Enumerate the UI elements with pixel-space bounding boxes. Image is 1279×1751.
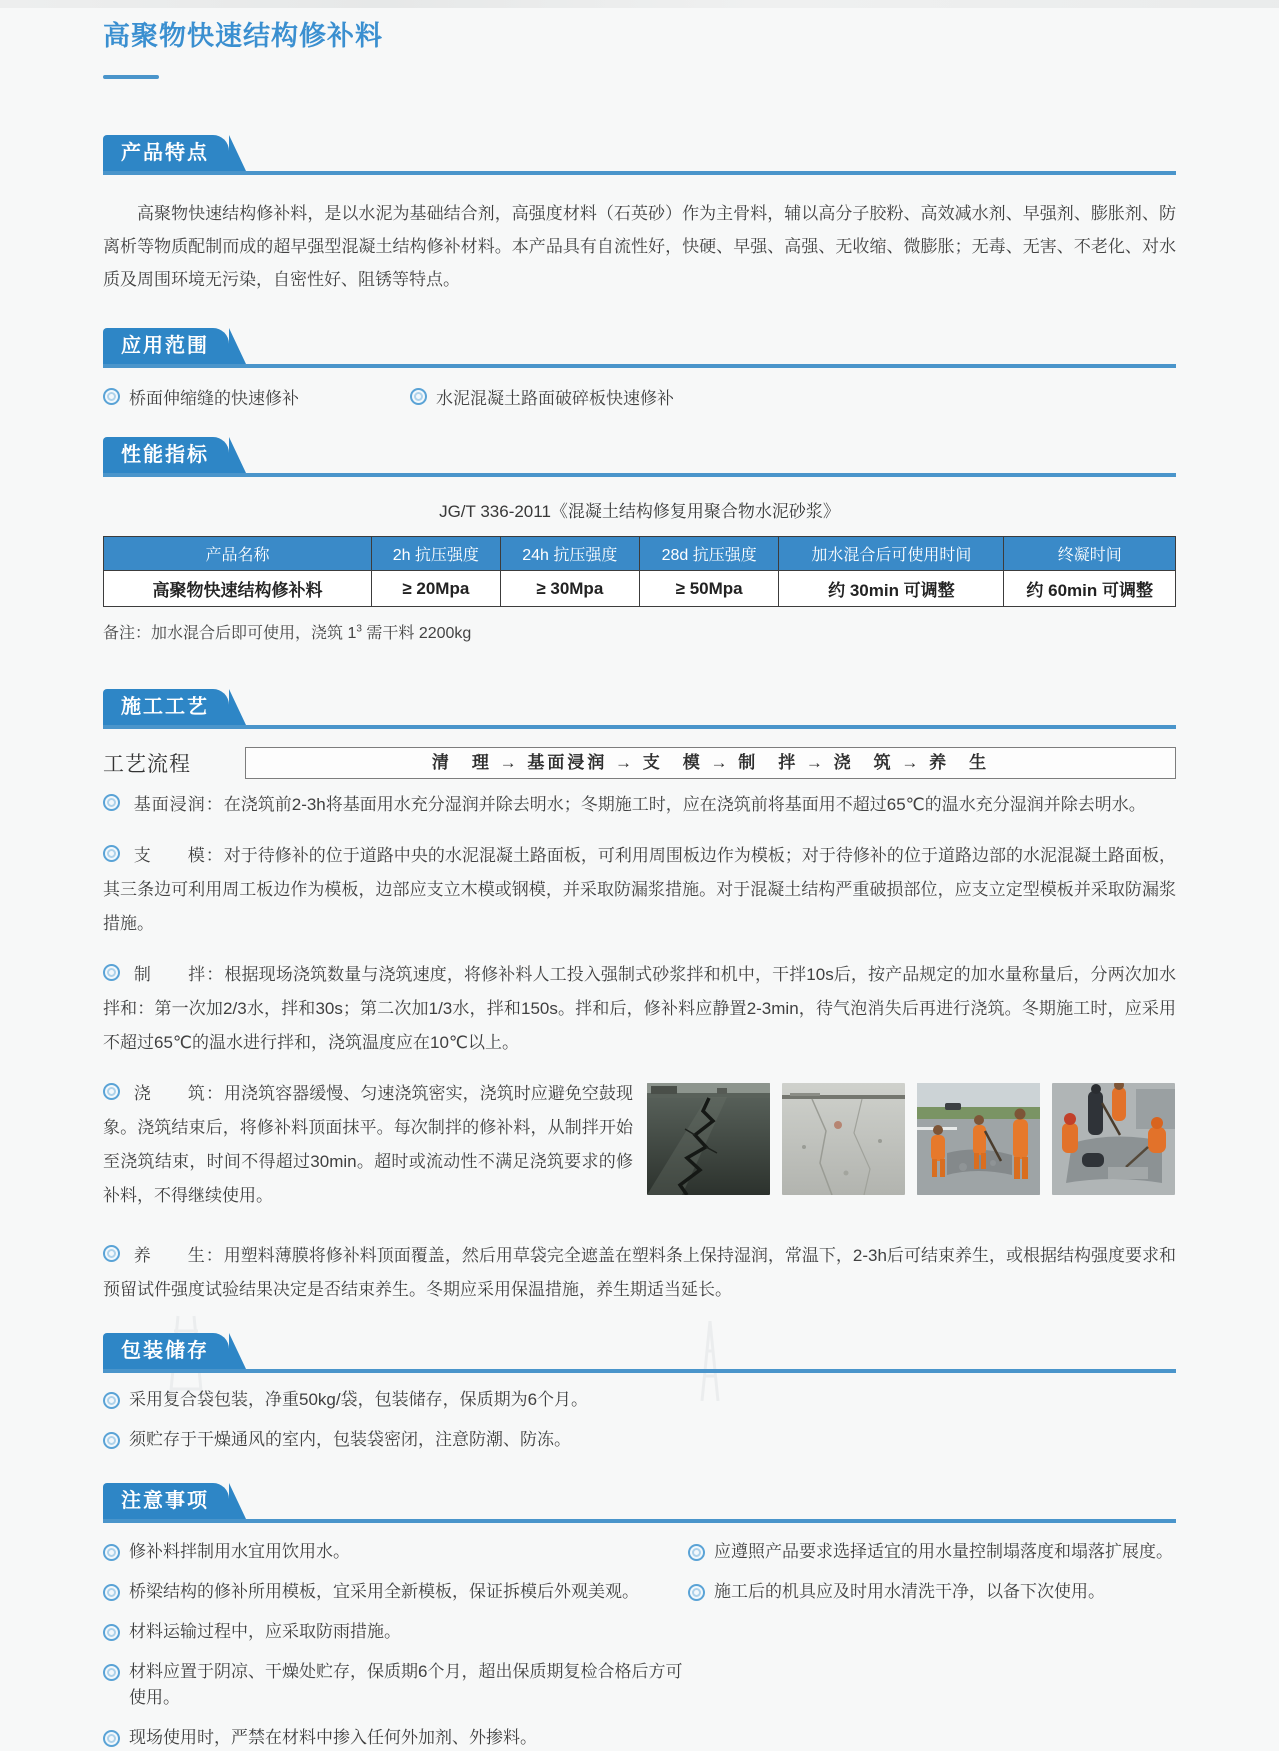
step-text: 用塑料薄膜将修补料顶面覆盖，然后用草袋完全遮盖在塑料条上保持湿润，常温下，2-3h后可结束养生，或根据结构强度要求和预留试件强度试验结果决定是否结束养生。冬期应采用保温措施，养生期适当延长。 (103, 1246, 1176, 1299)
bullet-ring-icon (103, 845, 120, 862)
bullet-ring-icon (410, 388, 427, 405)
bullet-ring-icon (103, 1584, 120, 1601)
list-item (103, 1619, 688, 1645)
note-item-label: 施工后的机具应及时用水清洗干净，以备下次使用。 (714, 1582, 1105, 1601)
section-header-performance (103, 437, 1176, 477)
bullet-ring-icon (103, 1664, 120, 1681)
packaging-item-label: 须贮存于干燥通风的室内，包装袋密闭，注意防潮、防冻。 (129, 1430, 571, 1449)
table-cell: ≥ 30Mpa (500, 571, 639, 607)
flow-label: 工艺流程 (103, 753, 191, 776)
table-cell: 高聚物快速结构修补料 (104, 571, 372, 607)
note-item-label: 桥梁结构的修补所用模板，宜采用全新模板，保证拆模后外观美观。 (129, 1582, 639, 1601)
table-header-cell: 2h 抗压强度 (372, 537, 501, 571)
packaging-item-label: 采用复合袋包装，净重50kg/袋，包装储存，保质期为6个月。 (129, 1390, 589, 1409)
list-item (410, 384, 674, 409)
section-tab-features: 产品特点 (103, 135, 229, 171)
list-item (103, 384, 410, 409)
step-paragraph (103, 788, 1176, 822)
list-item (103, 1539, 688, 1565)
table-header-cell: 产品名称 (104, 537, 372, 571)
step-paragraph (103, 1077, 633, 1213)
table-header-cell: 24h 抗压强度 (500, 537, 639, 571)
process-flow (103, 747, 1176, 779)
step-paragraph (103, 1239, 1176, 1307)
bullet-ring-icon (103, 1624, 120, 1641)
cracked-asphalt-pavement-photo (647, 1083, 770, 1195)
list-item (103, 1387, 1176, 1413)
page-title: 高聚物快速结构修补料 (103, 21, 383, 51)
list-item (688, 1539, 1176, 1565)
table-note (103, 620, 1176, 643)
notes-left-column (103, 1525, 688, 1751)
section-header-features (103, 135, 1176, 175)
step-label: 基面浸润： (133, 795, 224, 814)
table-header-cell: 28d 抗压强度 (639, 537, 778, 571)
step-label: 支 模： (133, 846, 224, 865)
pour-step-with-photos (103, 1077, 1176, 1230)
note-text: 备注：加水混合后即可使用，浇筑 1 (103, 625, 357, 642)
bullet-ring-icon (103, 1245, 120, 1262)
section-tab-construction: 施工工艺 (103, 689, 229, 725)
bullet-ring-icon (103, 794, 120, 811)
flow-sequence: 清 理 → 基面浸润 → 支 模 → 制 拌 → 浇 筑 → 养 生 (245, 747, 1176, 779)
bullet-ring-icon (103, 1432, 120, 1449)
step-text: 在浇筑前2-3h将基面用水充分湿润并除去明水；冬期施工时，应在浇筑前将基面用不超过65℃的温水充分湿润并除去明水。 (223, 795, 1146, 814)
performance-table (103, 536, 1176, 607)
section-header-application (103, 328, 1176, 368)
table-cell: 约 60min 可调整 (1004, 571, 1176, 607)
list-item (103, 1427, 1176, 1453)
note-item-label: 修补料拌制用水宜用饮用水。 (129, 1542, 350, 1561)
list-item (103, 1579, 688, 1605)
bullet-ring-icon (103, 964, 120, 981)
list-item (688, 1579, 1176, 1605)
page (103, 0, 1176, 1751)
step-label: 制 拌： (133, 965, 225, 984)
construction-photo-strip (647, 1083, 1176, 1230)
application-item-label: 水泥混凝土路面破碎板快速修补 (436, 389, 674, 408)
bullet-ring-icon (103, 1544, 120, 1561)
section-header-notes (103, 1483, 1176, 1523)
table-cell: 约 30min 可调整 (779, 571, 1004, 607)
section-tab-notes: 注意事项 (103, 1483, 229, 1519)
bullet-ring-icon (103, 1730, 120, 1747)
workers-breaking-pavement-photo (917, 1083, 1040, 1195)
bullet-ring-icon (688, 1584, 705, 1601)
step-text: 用浇筑容器缓慢、匀速浇筑密实，浇筑时应避免空鼓现象。浇筑结束后，将修补料顶面抹平。每次制拌的修补料，从制拌开始至浇筑结束，时间不得超过30min。超时或流动性不满足浇筑要求的修补料，不得继续使用。 (103, 1084, 634, 1205)
section-tab-performance: 性能指标 (103, 437, 229, 473)
note-item-label: 材料运输过程中，应采取防雨措施。 (129, 1622, 401, 1641)
section-header-construction (103, 689, 1176, 729)
bullet-ring-icon (103, 1392, 120, 1409)
step-paragraph (103, 839, 1176, 941)
table-header-row (104, 537, 1176, 571)
note-item-label: 材料应置于阴凉、干燥处贮存，保质期6个月，超出保质期复检合格后方可使用。 (129, 1662, 683, 1707)
section-tab-application: 应用范围 (103, 328, 229, 364)
application-item-label: 桥面伸缩缝的快速修补 (129, 389, 299, 408)
bullet-ring-icon (103, 1083, 120, 1100)
note-text: 需干料 2200kg (361, 625, 472, 642)
note-item-label: 现场使用时，严禁在材料中掺入任何外加剂、外掺料。 (129, 1728, 537, 1747)
note-item-label: 应遵照产品要求选择适宜的用水量控制塌落度和塌落扩展度。 (714, 1542, 1173, 1561)
table-cell: ≥ 20Mpa (372, 571, 501, 607)
note-superscript: 3 (356, 623, 362, 635)
step-label: 养 生： (133, 1246, 224, 1265)
table-row (104, 571, 1176, 607)
bullet-ring-icon (103, 388, 120, 405)
step-text: 根据现场浇筑数量与浇筑速度，将修补料人工投入强制式砂浆拌和机中，干拌10s后，按产品规定的加水量称量后，分两次加水拌和：第一次加2/3水，拌和30s；第二次加1/3水，拌和150s。拌和后，修补料应静置2-3min，待气泡消失后再进行浇筑。冬期施工时，应采用不超过65℃的温水进行拌和，浇筑温度应在10℃以上。 (103, 965, 1176, 1052)
cracked-concrete-slab-photo (782, 1083, 905, 1195)
workers-finishing-repair-photo (1052, 1083, 1175, 1195)
section-tab-packaging: 包装储存 (103, 1333, 229, 1369)
step-label: 浇 筑： (133, 1084, 224, 1103)
notes-grid (103, 1525, 1176, 1751)
features-paragraph: 高聚物快速结构修补料，是以水泥为基础结合剂，高强度材料（石英砂）作为主骨料，辅以高分子胶粉、高效减水剂、早强剂、膨胀剂、防离析等物质配制而成的超早强型混凝土结构修补材料。本产品具有自流性好，快硬、早强、高强、无收缩、微膨胀；无毒、无害、不老化、对水质及周围环境无污染，自密性好、阻锈等特点。 (103, 204, 1176, 289)
table-cell: ≥ 50Mpa (639, 571, 778, 607)
list-item (103, 1725, 688, 1751)
section-header-packaging (103, 1333, 1176, 1373)
title-underline (103, 75, 159, 79)
application-items (103, 384, 1176, 409)
notes-right-column (688, 1525, 1176, 1751)
list-item (103, 1659, 688, 1711)
standard-reference: JG/T 336-2011《混凝土结构修复用聚合物水泥砂浆》 (439, 502, 840, 521)
table-header-cell: 加水混合后可使用时间 (779, 537, 1004, 571)
step-text: 对于待修补的位于道路中央的水泥混凝土路面板，可利用周围板边作为模板；对于待修补的位于道路边部的水泥混凝土路面板，其三条边可利用周工板边作为模板，边部应支立木模或钢模，并采取防漏浆措施。对于混凝土结构严重破损部位，应支立定型模板并采取防漏浆措施。 (103, 846, 1177, 933)
bullet-ring-icon (688, 1544, 705, 1561)
table-header-cell: 终凝时间 (1004, 537, 1176, 571)
step-paragraph (103, 958, 1176, 1060)
